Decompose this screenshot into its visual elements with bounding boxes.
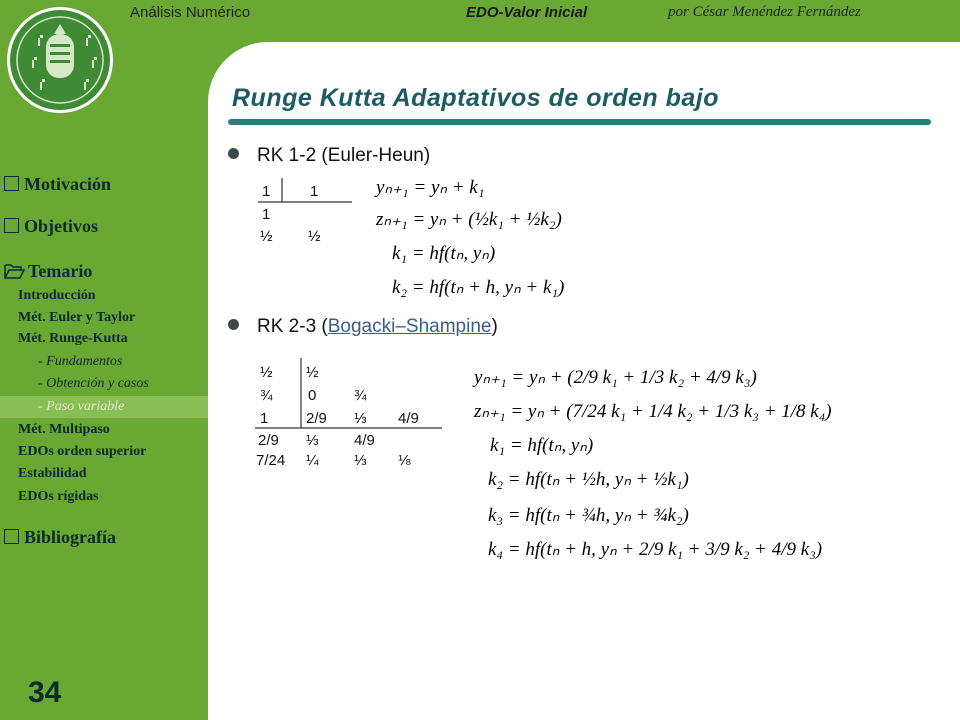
nav-euler-taylor[interactable]: Mét. Euler y Taylor [18,310,136,325]
tableau2-cell: 2/9 [258,432,279,449]
bullet-dot [228,319,239,330]
nav-objetivos[interactable] [4,216,98,237]
tableau1-cell: 1 [310,183,319,200]
title-underline [228,119,931,125]
nav-runge-kutta[interactable]: Mét. Runge-Kutta [18,331,128,346]
tableau1-cell: ½ [308,228,321,245]
tableau2-cell: ⅓ [354,452,367,469]
tableau2-cell: ¾ [260,387,273,404]
header-course: Análisis Numérico [130,4,251,21]
equation: zₙ₊₁ = yₙ + (½k₁ + ½k₂) [376,209,562,230]
checkbox-icon [4,176,19,191]
bullet-rk12 [228,145,430,167]
nav-rigidas[interactable]: EDOs rígidas [18,489,99,504]
university-seal-icon [4,4,116,116]
header-author: por César Menéndez Fernández [668,4,861,20]
tableau2-cell: ⅓ [354,410,367,427]
equation: k₃ = hf(tₙ + ¾h, yₙ + ¾k₂) [488,505,689,526]
nav-temario-label: Temario [28,261,93,281]
slide-title: Runge Kutta Adaptativos de orden bajo [232,84,720,112]
nav-orden-superior[interactable]: EDOs orden superior [18,444,147,459]
tableau2-cell: ¼ [306,452,319,469]
tableau2-cell: ¾ [354,387,367,404]
tableau1-cell: ½ [260,228,273,245]
page-number: 34 [28,676,62,709]
nav-multipaso[interactable]: Mét. Multipaso [18,422,110,437]
tableau2-cell: ½ [306,364,319,381]
bullet-rk23-text: RK 2-3 ( [257,316,328,337]
equation: yₙ₊₁ = yₙ + k₁ [376,177,485,198]
equation: zₙ₊₁ = yₙ + (7/24 k₁ + 1/4 k₂ + 1/3 k₃ + 1/8 k₄) [474,401,832,422]
tableau2-cell: ½ [260,364,273,381]
equation: yₙ₊₁ = yₙ + (2/9 k₁ + 1/3 k₂ + 4/9 k₃) [474,367,757,388]
nav-introduccion[interactable]: Introducción [18,288,96,303]
tableau2-cell: 4/9 [354,432,375,449]
equation: k₁ = hf(tₙ, yₙ) [392,243,496,264]
tableau2-cell: 4/9 [398,410,419,427]
nav-fundamentos[interactable]: - Fundamentos [38,354,123,369]
nav-estabilidad[interactable]: Estabilidad [18,466,87,481]
bullet-dot [228,148,239,159]
header-topic: EDO-Valor Inicial [466,4,588,21]
bullet-rk12-text: RK 1-2 (Euler-Heun) [257,145,431,166]
equation: k₄ = hf(tₙ + h, yₙ + 2/9 k₁ + 3/9 k₂ + 4/9 k₃) [488,539,823,560]
tableau1-cell: 1 [262,206,271,223]
nav-objetivos-label: Objetivos [24,216,98,236]
nav-motivacion[interactable] [4,174,111,195]
nav-bibliografia-label: Bibliografía [24,527,117,547]
checkbox-icon [4,529,19,544]
equation: k₂ = hf(tₙ + ½h, yₙ + ½k₁) [488,469,689,490]
open-folder-icon [4,263,26,279]
tableau2-cell: 2/9 [306,410,327,427]
tableau1-cell: 1 [262,183,271,200]
tableau2-cell: ⅓ [306,432,319,449]
tableau2-cell: 0 [308,387,317,404]
nav-paso-variable[interactable]: - Paso variable [38,399,125,414]
tableau2-cell: 1 [260,410,269,427]
tableau2-cell: ⅛ [398,452,411,469]
equation: k₁ = hf(tₙ, yₙ) [490,435,594,456]
nav-motivacion-label: Motivación [24,174,111,194]
checkbox-icon [4,218,19,233]
bogacki-shampine-link[interactable]: Bogacki–Shampine [327,316,492,337]
tableau2-cell: 7/24 [256,452,286,469]
bullet-rk23-close: ) [491,316,498,337]
nav-bibliografia[interactable] [4,527,116,548]
nav-obtencion[interactable]: - Obtención y casos [38,376,149,391]
bullet-rk23 [228,316,498,338]
nav-temario[interactable] [4,261,92,282]
equation: k₂ = hf(tₙ + h, yₙ + k₁) [392,277,565,298]
